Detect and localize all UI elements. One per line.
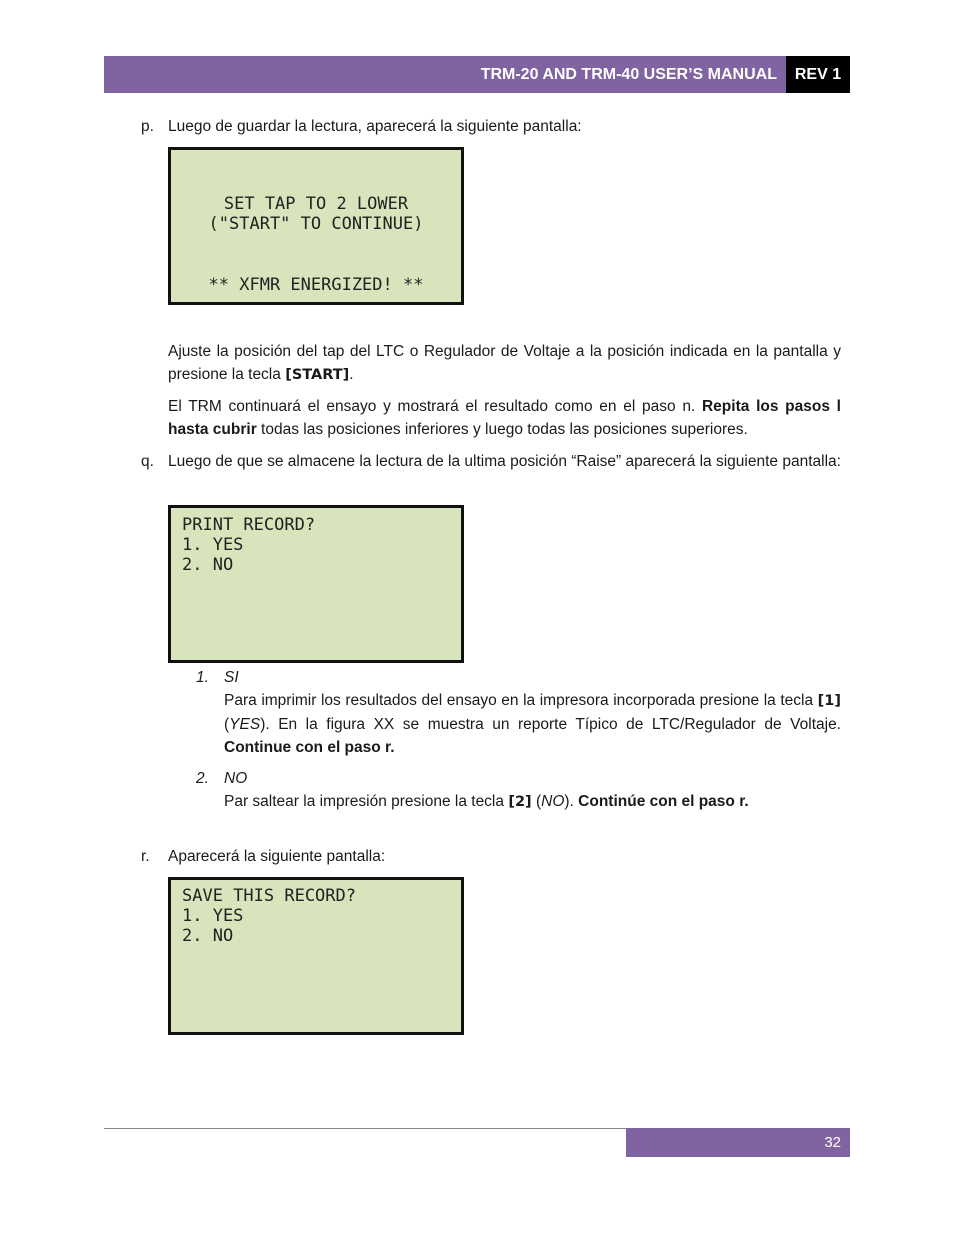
lcd-line-3: 2. NO [182, 555, 234, 575]
lcd-line-2: ("START" TO CONTINUE) [208, 214, 424, 234]
step-p-paragraph-2 [168, 395, 841, 441]
step-q-intro: Luego de que se almacene la lectura de la ultima posición “Raise” aparecerá la siguiente pantalla: [168, 453, 841, 470]
para1-text: Ajuste la posición del tap del LTC o Regulador de Voltaje a la posición indicada en la pantalla y presione la tecla [168, 343, 841, 383]
para2-text-a: El TRM continuará el ensayo y mostrará el resultado como en el paso n. [168, 398, 702, 415]
option-1-text-a: Para imprimir los resultados del ensayo en la impresora incorporada presione la tecla [224, 692, 818, 709]
option-2-text-b: ( [531, 793, 542, 810]
lcd-screen-print-record [168, 505, 464, 663]
option-2-no: NO [541, 793, 565, 810]
step-p-intro: Luego de guardar la lectura, aparecerá la siguiente pantalla: [168, 118, 582, 135]
lcd-screen-save-record [168, 877, 464, 1035]
step-p-paragraph-1 [168, 340, 841, 387]
key-2-label: [2] [508, 794, 532, 810]
lcd-line-3: ** XFMR ENERGIZED! ** [208, 275, 424, 295]
para2-text-b: todas las posiciones inferiores y luego todas las posiciones superiores. [256, 421, 748, 438]
option-2-bold: Continúe con el paso r. [578, 793, 749, 810]
lcd-line-3: 2. NO [182, 926, 234, 946]
key-1-label: [1] [817, 693, 841, 709]
option-1-bold: Continue con el paso r. [224, 739, 395, 756]
lcd-line-1: SET TAP TO 2 LOWER [223, 194, 409, 214]
option-2-description [224, 790, 841, 814]
option-1-yes: YES [229, 716, 261, 733]
step-p-marker: p. [141, 118, 154, 135]
header-revision [786, 56, 850, 93]
manual-title: TRM-20 AND TRM-40 USER’S MANUAL [480, 65, 777, 83]
start-key-label: [START] [285, 367, 350, 383]
option-2-text-c: ). [564, 793, 579, 810]
lcd-line-2: 1. YES [182, 535, 244, 555]
lcd-line-1: PRINT RECORD? [182, 515, 316, 535]
para2-bold: Repita los pasos l hasta cubrir [168, 398, 841, 438]
option-2-title: NO [224, 770, 248, 787]
option-1-text-c: ). En la figura XX se muestra un reporte Típico de LTC/Regulador de Voltaje. [260, 716, 841, 733]
lcd-line-2: 1. YES [182, 906, 244, 926]
step-r-intro: Aparecerá la siguiente pantalla: [168, 848, 386, 865]
revision-label: REV 1 [794, 65, 842, 83]
page-number: 32 [824, 1134, 841, 1151]
option-1-number: 1. [196, 669, 209, 686]
header-title-band [104, 56, 786, 93]
lcd-line-1: SAVE THIS RECORD? [182, 886, 356, 906]
footer-rule [104, 1128, 626, 1129]
footer-page-band [626, 1128, 850, 1157]
option-1-title: SI [224, 669, 239, 686]
step-q-marker: q. [141, 453, 154, 470]
para1-end: . [349, 366, 354, 383]
option-1-text-b: ( [224, 716, 230, 733]
option-2-number: 2. [196, 770, 209, 787]
lcd-screen-set-tap [168, 147, 464, 305]
option-1-description [224, 689, 841, 759]
step-r-marker: r. [141, 848, 150, 865]
option-2-text-a: Par saltear la impresión presione la tecla [224, 793, 509, 810]
